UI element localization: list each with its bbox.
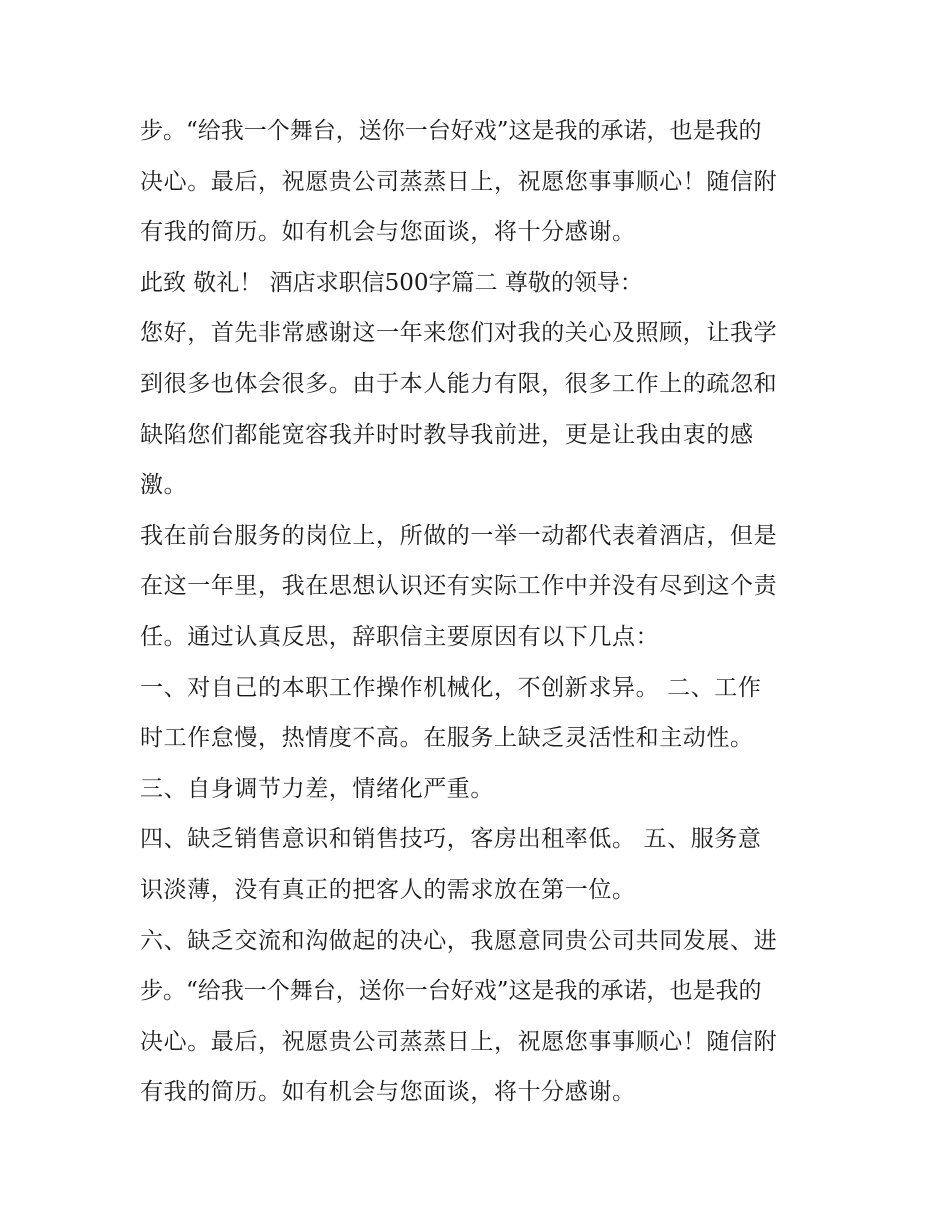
text-line: 有我的简历。如有机会与您面谈，将十分感谢。 [140,1079,636,1106]
text-line: 三、自身调节力差，情绪化严重。 [140,775,494,802]
text-line: 有我的简历。如有机会与您面谈，将十分感谢。 [140,219,636,246]
text-line: 您好，首先非常感谢这一年来您们对我的关心及照顾，让我学 [140,320,778,347]
text-line: 此致 敬礼！ 酒店求职信500字篇二 尊敬的领导： [140,269,643,296]
text-line: 激。 [140,472,188,499]
text-line: 决心。最后，祝愿贵公司蒸蒸日上，祝愿您事事顺心！随信附 [140,1028,778,1055]
text-line: 步。“给我一个舞台，送你一台好戏”这是我的承诺，也是我的 [140,978,762,1005]
text-line: 六、缺乏交流和沟做起的决心，我愿意同贵公司共同发展、进 [140,927,778,954]
text-line: 一、对自己的本职工作操作机械化，不创新求异。 二、工作 [140,674,762,701]
document-body [140,106,820,1118]
text-line: 步。“给我一个舞台，送你一台好戏”这是我的承诺，也是我的 [140,118,762,144]
text-line: 决心。最后，祝愿贵公司蒸蒸日上，祝愿您事事顺心！随信附 [140,168,778,195]
text-line: 识淡薄，没有真正的把客人的需求放在第一位。 [140,876,636,903]
text-line: 我在前台服务的岗位上，所做的一举一动都代表着酒店，但是 [140,522,778,549]
text-line: 到很多也体会很多。由于本人能力有限，很多工作上的疏忽和 [140,370,778,397]
text-line: 四、缺乏销售意识和销售技巧，客房出租率低。 五、服务意 [140,826,762,853]
text-line: 在这一年里，我在思想认识还有实际工作中并没有尽到这个责 [140,573,778,600]
text-line: 缺陷您们都能宽容我并时时教导我前进，更是让我由衷的感 [140,421,754,448]
text-line: 时工作怠慢，热情度不高。在服务上缺乏灵活性和主动性。 [140,725,754,752]
text-line: 任。通过认真反思，辞职信主要原因有以下几点： [140,623,660,650]
